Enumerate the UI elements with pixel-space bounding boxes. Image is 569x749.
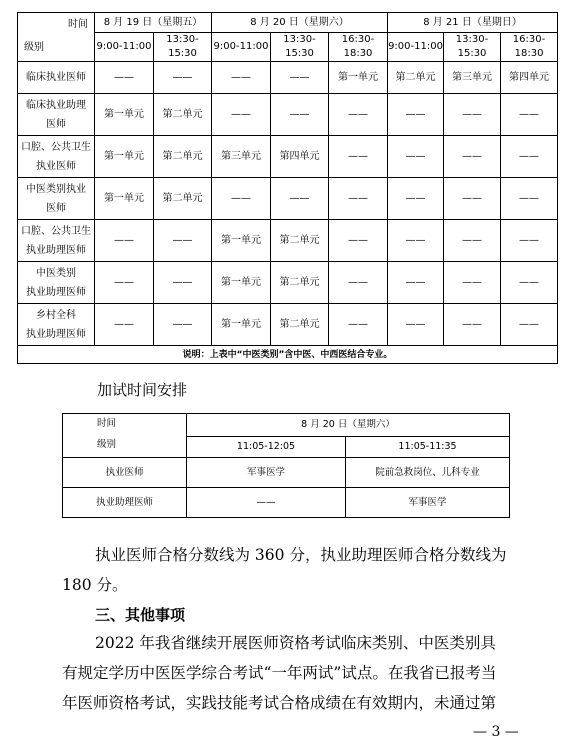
day-header: 8 月 20 日（星期六） (212, 13, 388, 33)
slot-header: 11:05-11:35 (346, 436, 510, 458)
page-number: — 3 — (473, 724, 519, 740)
table-cell: —— (212, 94, 271, 136)
row-label-line: 医师 (46, 118, 66, 130)
row-label: 执业医师 (63, 458, 187, 488)
table-cell: —— (444, 304, 501, 346)
table-cell: 院前急救岗位、儿科专业 (346, 458, 510, 488)
table-cell: —— (329, 136, 388, 178)
table-cell: —— (154, 62, 212, 94)
table-cell: —— (501, 262, 558, 304)
table-cell: —— (501, 94, 558, 136)
table-corner-cell (18, 13, 95, 62)
table-cell: —— (501, 304, 558, 346)
table-cell: 第一单元 (95, 94, 154, 136)
table-cell: 第二单元 (271, 262, 329, 304)
table-cell: —— (212, 62, 271, 94)
table-cell: —— (95, 220, 154, 262)
slot-header: 13:30-15:30 (444, 33, 501, 62)
row-label (18, 178, 95, 220)
table-cell: 第二单元 (154, 136, 212, 178)
table-cell: 第一单元 (95, 136, 154, 178)
row-label-line: 临床执业助理 (26, 99, 86, 111)
table-cell: —— (212, 178, 271, 220)
table-cell: —— (271, 62, 329, 94)
row-label-line: 执业助理医师 (26, 286, 86, 298)
table-row (18, 62, 558, 94)
table-cell: 第二单元 (271, 220, 329, 262)
day-header: 8 月 19 日（星期五） (95, 13, 212, 33)
row-label (18, 304, 95, 346)
table-row (18, 304, 558, 346)
table-cell: —— (95, 62, 154, 94)
table-cell: —— (271, 94, 329, 136)
row-label-line: 执业助理医师 (26, 328, 86, 340)
table-cell: —— (187, 488, 346, 518)
extra-corner-cell (63, 414, 187, 458)
row-label (18, 94, 95, 136)
row-label (18, 220, 95, 262)
table-cell: 军事医学 (187, 458, 346, 488)
table-cell: —— (154, 304, 212, 346)
row-label-line: 医师 (46, 202, 66, 214)
slot-header: 16:30-18:30 (501, 33, 558, 62)
row-label-line: 临床执业医师 (26, 71, 86, 83)
table-row (18, 94, 558, 136)
table-cell: —— (388, 262, 444, 304)
table-cell: —— (444, 220, 501, 262)
day-header: 8 月 21 日（星期日） (388, 13, 558, 33)
row-label: 执业助理医师 (63, 488, 187, 518)
table-cell: 第一单元 (329, 62, 388, 94)
table-cell: 第三单元 (444, 62, 501, 94)
table-cell: —— (388, 136, 444, 178)
table-cell: 第二单元 (154, 94, 212, 136)
corner-time-label: 时间 (68, 19, 88, 30)
exam-schedule-table (17, 12, 558, 364)
table-cell: 第一单元 (212, 262, 271, 304)
table-cell: —— (501, 220, 558, 262)
table-cell: —— (95, 262, 154, 304)
table-cell: —— (271, 178, 329, 220)
table-cell: 第二单元 (271, 304, 329, 346)
table-cell: —— (95, 304, 154, 346)
slot-header: 9:00-11:00 (212, 33, 271, 62)
table-cell: —— (388, 94, 444, 136)
slot-header: 9:00-11:00 (95, 33, 154, 62)
slot-header: 9:00-11:00 (388, 33, 444, 62)
table-cell: —— (388, 220, 444, 262)
table-cell: —— (444, 178, 501, 220)
table-cell: —— (329, 220, 388, 262)
slot-header: 13:30-15:30 (271, 33, 329, 62)
table-cell: 第四单元 (501, 62, 558, 94)
row-label-line: 乡村全科 (36, 309, 76, 321)
row-label-line: 执业医师 (36, 160, 76, 172)
section-heading: 三、其他事项 (95, 606, 186, 624)
slot-header: 13:30-15:30 (154, 33, 212, 62)
row-label-line: 口腔、公共卫生 (21, 225, 91, 237)
table-cell: 军事医学 (346, 488, 510, 518)
row-label-line: 中医类别 (36, 267, 76, 279)
day-header: 8 月 20 日（星期六） (187, 414, 510, 437)
score-line-1: 执业医师合格分数线为 360 分，执业助理医师合格分数线为 (95, 546, 507, 564)
row-label (18, 62, 95, 94)
table-row (18, 262, 558, 304)
table-cell: —— (501, 178, 558, 220)
table-cell: —— (329, 178, 388, 220)
table-row (18, 220, 558, 262)
row-label-line: 中医类别执业 (26, 183, 86, 195)
table-cell: —— (154, 262, 212, 304)
table-cell: 第一单元 (95, 178, 154, 220)
table-note: 说明：上表中“中医类别”含中医、中西医结合专业。 (18, 346, 558, 364)
table-cell: —— (329, 262, 388, 304)
row-label (18, 262, 95, 304)
corner-time-label: 时间 (97, 418, 117, 429)
table-cell: —— (444, 136, 501, 178)
table-cell: —— (388, 178, 444, 220)
table-row (18, 136, 558, 178)
table-cell: 第二单元 (388, 62, 444, 94)
extra-exam-table (62, 413, 510, 518)
row-label (18, 136, 95, 178)
table-cell: 第四单元 (271, 136, 329, 178)
table-cell: —— (329, 94, 388, 136)
table-cell: —— (444, 94, 501, 136)
corner-level-label: 级别 (24, 42, 44, 53)
extra-exam-heading: 加试时间安排 (97, 381, 188, 399)
table-cell: —— (444, 262, 501, 304)
table-cell: 第三单元 (212, 136, 271, 178)
row-label-line: 执业助理医师 (26, 244, 86, 256)
table-cell: —— (501, 136, 558, 178)
slot-header: 16:30-18:30 (329, 33, 388, 62)
table-cell: —— (329, 304, 388, 346)
score-line-2: 180 分。 (62, 576, 128, 594)
slot-header: 11:05-12:05 (187, 436, 346, 458)
table-cell: 第一单元 (212, 220, 271, 262)
body-line-3: 年医师资格考试，实践技能考试合格成绩在有效期内，未通过第 (62, 694, 497, 712)
table-cell: —— (388, 304, 444, 346)
body-line-1: 2022 年我省继续开展医师资格考试临床类别、中医类别具 (95, 634, 496, 652)
table-cell: 第二单元 (154, 178, 212, 220)
corner-level-label: 级别 (97, 439, 117, 450)
row-label-line: 口腔、公共卫生 (21, 141, 91, 153)
table-cell: —— (154, 220, 212, 262)
table-row (18, 178, 558, 220)
body-line-2: 有规定学历中医医学综合考试“一年两试”试点。在我省已报考当 (62, 664, 497, 682)
table-cell: 第一单元 (212, 304, 271, 346)
